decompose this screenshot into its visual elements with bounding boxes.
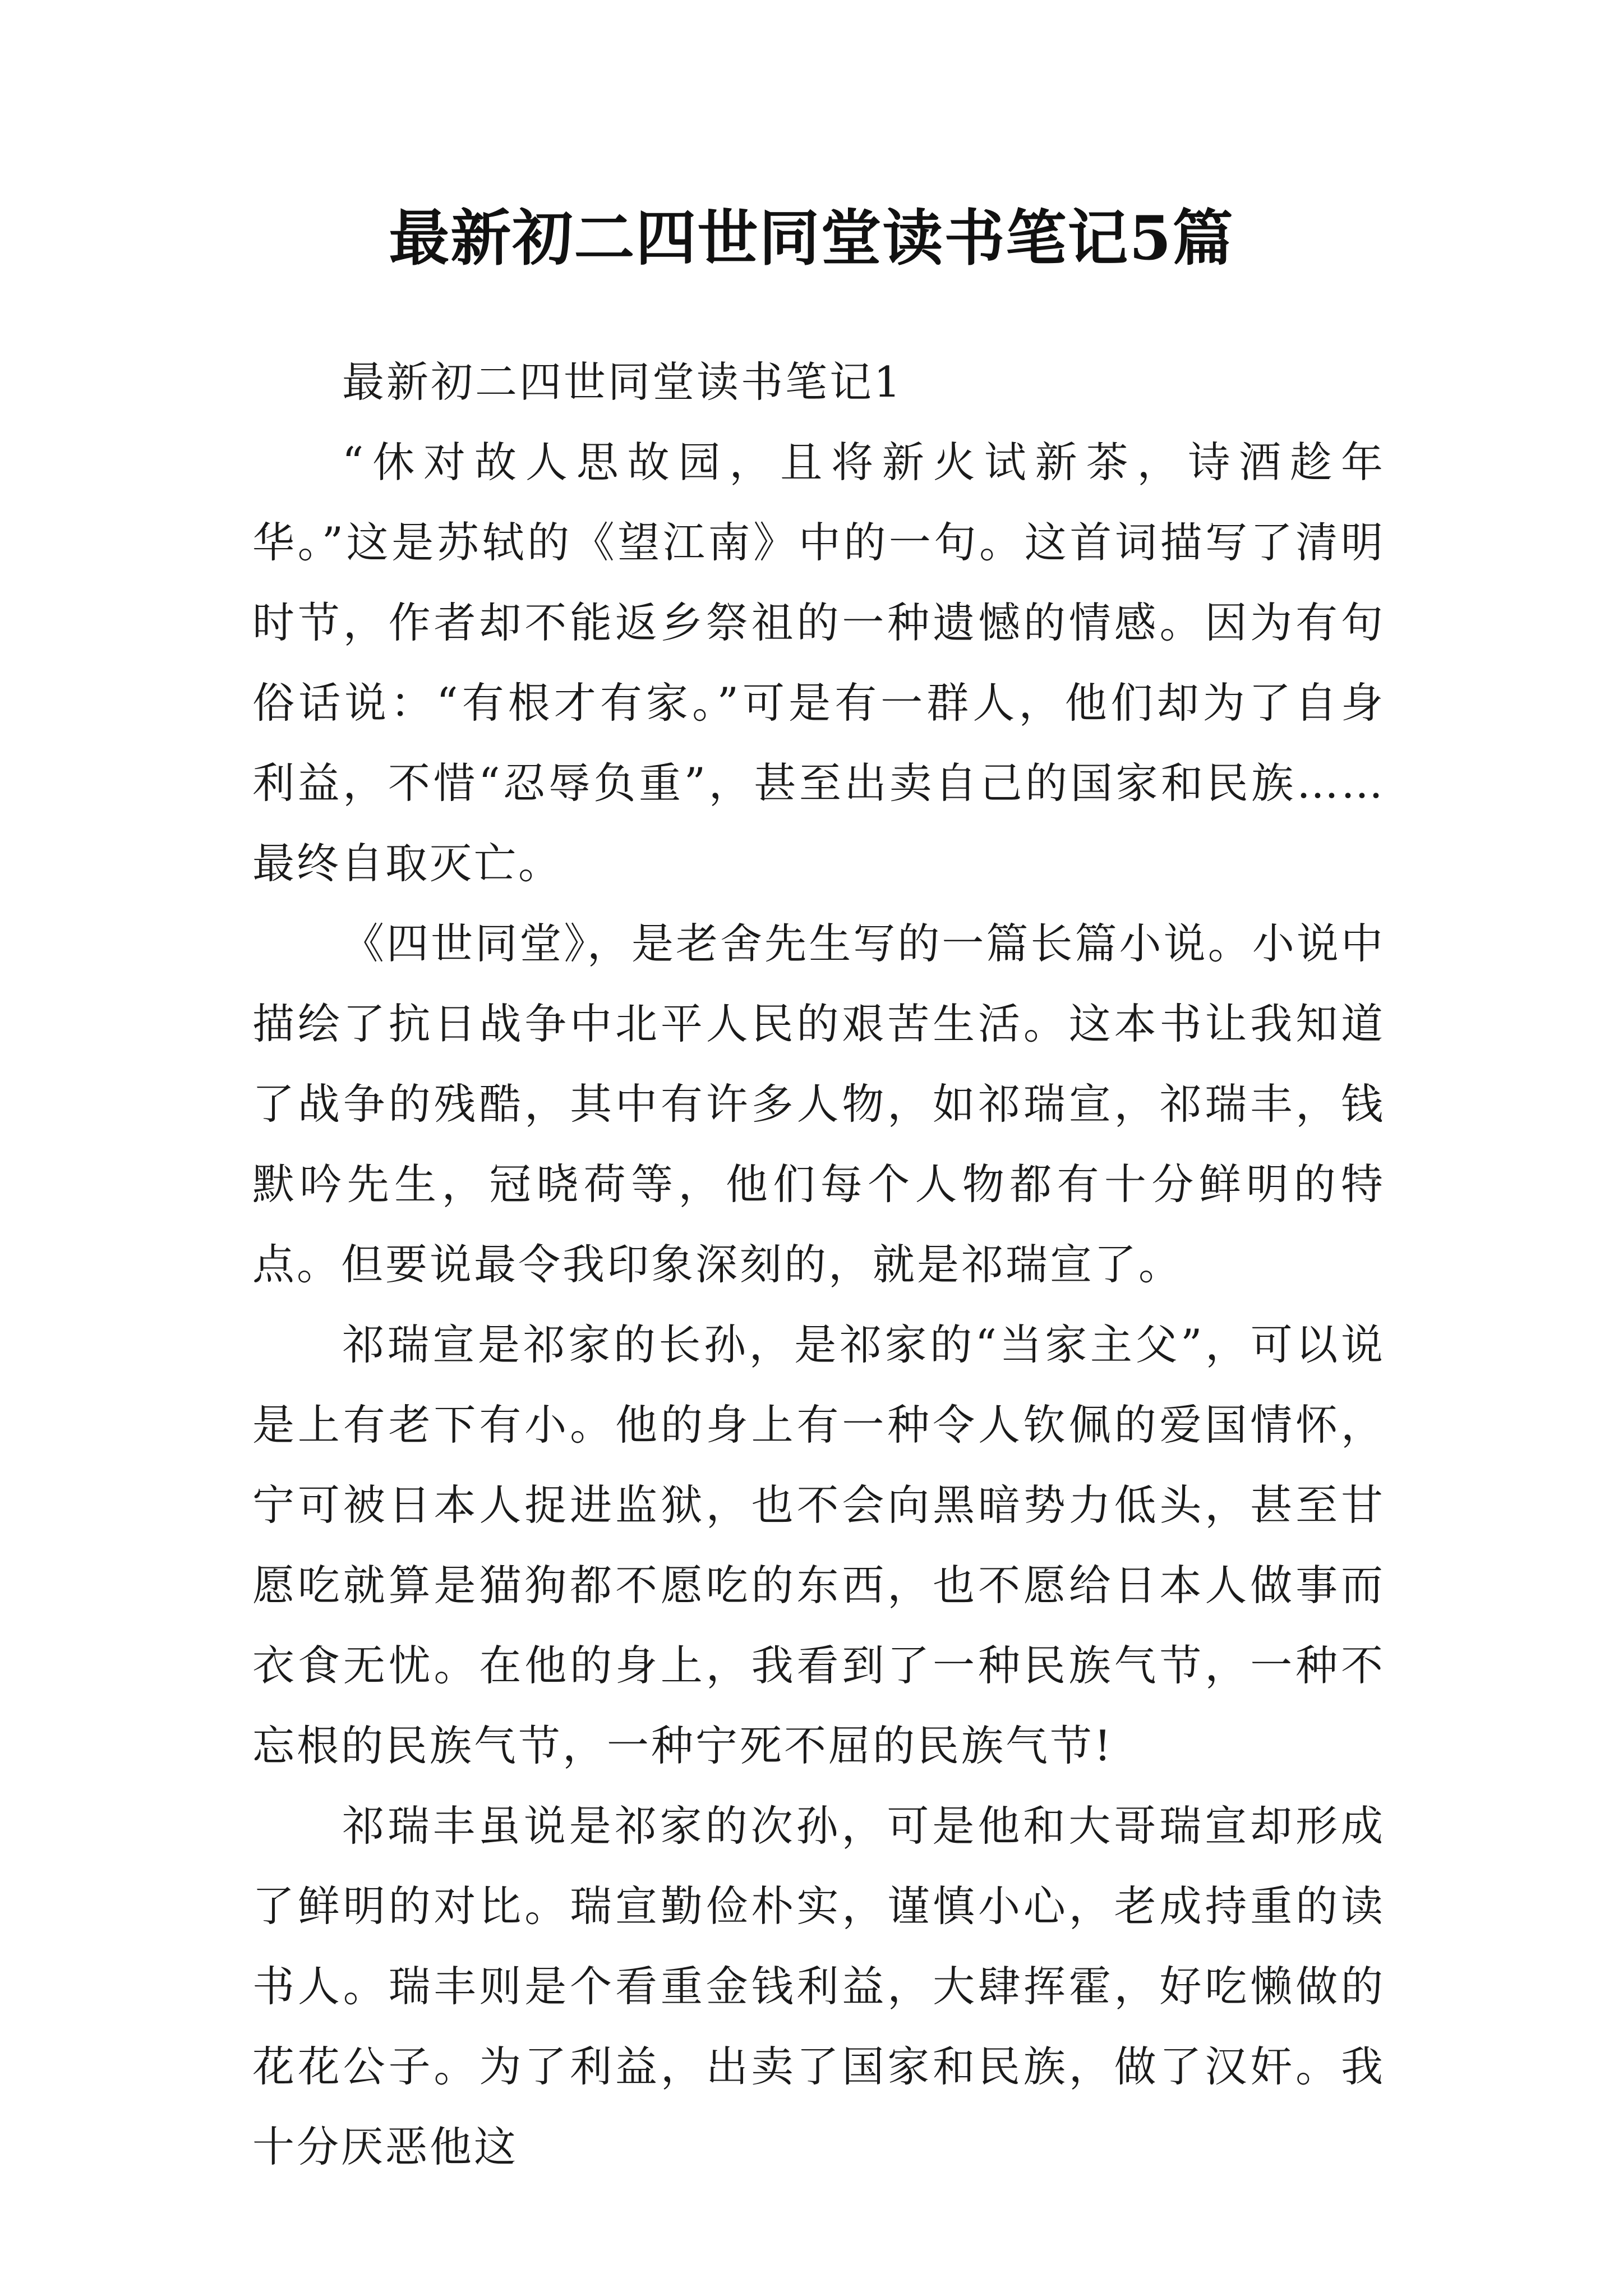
paragraph-2: 《四世同堂》，是老舍先生写的一篇长篇小说。小说中描绘了抗日战争中北平人民的艰苦生活。这本书让我知道了战争的残酷，其中有许多人物，如祁瑞宣，祁瑞丰，钱默吟先生，冠晓荷等，他们每个人物都有十分鲜明的特点。但要说最令我印象深刻的，就是祁瑞宣了。 — [252, 919, 1385, 1289]
document-title: 最新初二四世同堂读书笔记5篇 — [389, 203, 1234, 274]
paragraph-3: 祁瑞宣是祁家的长孙，是祁家的“当家主父”，可以说是上有老下有小。他的身上有一种令人钦佩的爱国情怀，宁可被日本人捉进监狱，也不会向黑暗势力低头，甚至甘愿吃就算是猫狗都不愿吃的东西，也不愿给日本人做事而衣食无忧。在他的身上，我看到了一种民族气节，一种不忘根的民族气节，一种宁死不屈的民族气节! — [252, 1320, 1385, 1770]
section-heading: 最新初二四世同堂读书笔记1 — [342, 357, 903, 407]
paragraph-4: 祁瑞丰虽说是祁家的次孙，可是他和大哥瑞宣却形成了鲜明的对比。瑞宣勤俭朴实，谨慎小心，老成持重的读书人。瑞丰则是个看重金钱利益，大肆挥霍，好吃懒做的花花公子。为了利益，出卖了国家和民族，做了汉奸。我十分厌恶他这 — [252, 1801, 1385, 2171]
paragraph-1: “休对故人思故园，且将新火试新茶，诗酒趁年华。”这是苏轼的《望江南》中的一句。这首词描写了清明时节，作者却不能返乡祭祖的一种遗憾的情感。因为有句俗话说：“有根才有家。”可是有一群人，他们却为了自身利益，不惜“忍辱负重”，甚至出卖自己的国家和民族……最终自取灭亡。 — [252, 438, 1385, 888]
document-body — [252, 342, 1385, 2187]
